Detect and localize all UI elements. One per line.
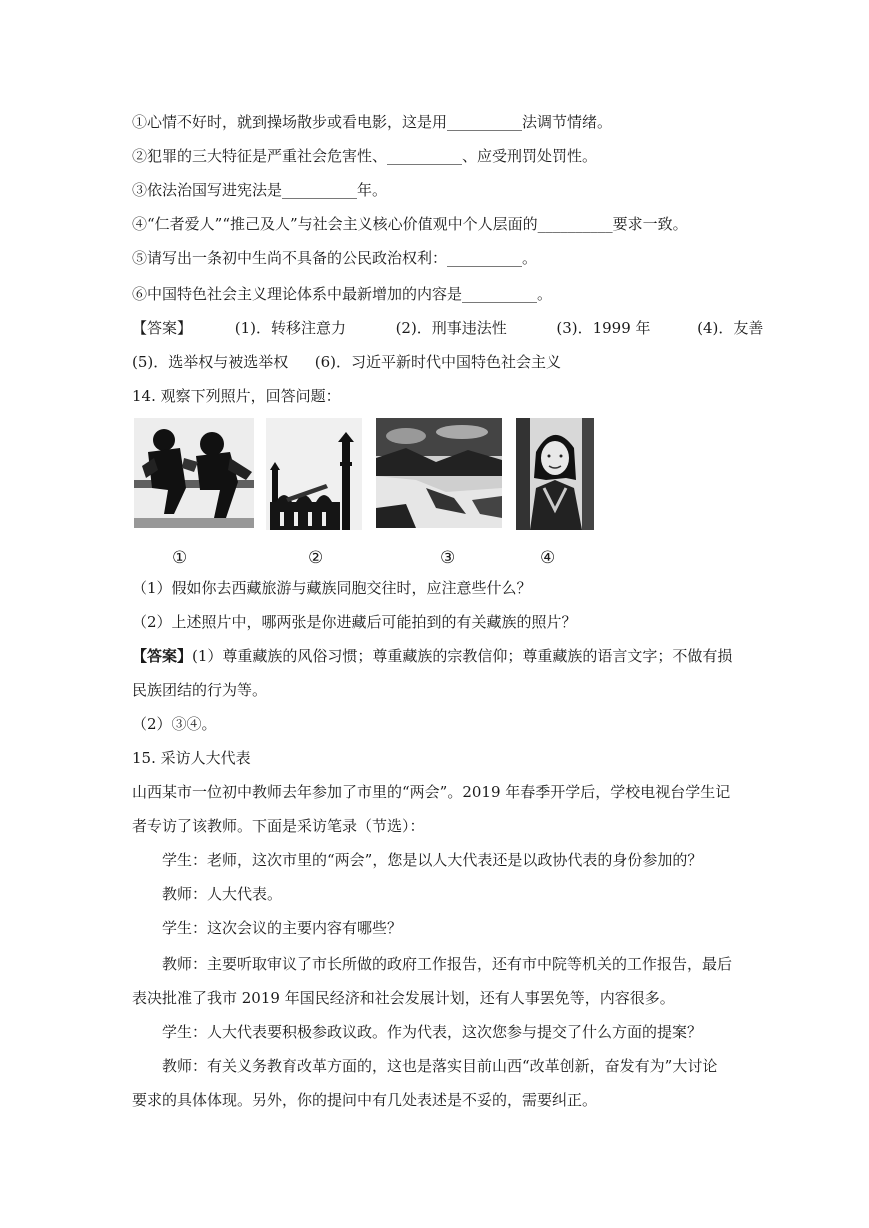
q15-intro-2: 者专访了该教师。下面是采访笔录（节选）： xyxy=(132,817,425,835)
q15-dialog-8: 要求的具体体现。另外，你的提问中有几处表述是不妥的，需要纠正。 xyxy=(132,1091,598,1109)
photo-mountains xyxy=(376,418,502,528)
q15-dialog-2: 教师：人大代表。 xyxy=(162,885,283,903)
q14-question-2: （2）上述照片中，哪两张是你进藏后可能拍到的有关藏族的照片？ xyxy=(132,613,577,631)
q13-answer-row-1 xyxy=(132,318,763,338)
answer-label: 【答案】 xyxy=(132,319,193,337)
photo-tibetan-woman xyxy=(516,418,594,530)
photo-caption-4: ④ xyxy=(540,548,556,568)
q13-answer-row-2 xyxy=(132,352,561,372)
photo-caption-3: ③ xyxy=(440,548,456,568)
q14-answer-line-3: （2）③④。 xyxy=(132,715,217,733)
q15-dialog-3: 学生：这次会议的主要内容有哪些？ xyxy=(162,919,403,937)
q15-title: 15. 采访人大代表 xyxy=(132,749,251,767)
q15-dialog-1: 学生：老师，这次市里的“两会”，您是以人大代表还是以政协代表的身份参加的？ xyxy=(162,851,703,869)
q13-answer-5: (5)．选举权与被选举权 xyxy=(132,353,289,371)
q13-item-1: ①心情不好时，就到操场散步或看电影，这是用__________法调节情绪。 xyxy=(132,113,613,131)
q14-question-1: （1）假如你去西藏旅游与藏族同胞交往时，应注意些什么？ xyxy=(132,579,532,597)
q15-dialog-7: 教师：有关义务教育改革方面的，这也是落实目前山西“改革创新，奋发有为”大讨论 xyxy=(162,1057,718,1075)
q13-answer-4: (4)．友善 xyxy=(697,319,764,337)
q13-answer-6: (6)．习近平新时代中国特色社会主义 xyxy=(314,353,562,371)
q13-item-5: ⑤请写出一条初中生尚不具备的公民政治权利：__________。 xyxy=(132,249,538,267)
q13-item-6: ⑥中国特色社会主义理论体系中最新增加的内容是__________。 xyxy=(132,285,553,303)
q14-title: 14. 观察下列照片，回答问题： xyxy=(132,387,341,405)
q13-item-2: ②犯罪的三大特征是严重社会危害性、__________、应受刑罚处罚性。 xyxy=(132,147,598,165)
q15-intro-1: 山西某市一位初中教师去年参加了市里的“两会”。2019 年春季开学后，学校电视台学生记 xyxy=(132,783,731,801)
q15-dialog-4: 教师：主要听取审议了市长所做的政府工作报告，还有市中院等机关的工作报告，最后 xyxy=(162,955,733,973)
q14-answer-text-1: (1）尊重藏族的风俗习惯；尊重藏族的宗教信仰；尊重藏族的语言文字；不做有损 xyxy=(192,647,733,665)
photo-caption-1: ① xyxy=(172,548,188,568)
q15-dialog-5: 表决批准了我市 2019 年国民经济和社会发展计划，还有人事罢免等，内容很多。 xyxy=(132,989,675,1007)
photo-caption-2: ② xyxy=(308,548,324,568)
q13-item-4: ④“仁者爱人”“推己及人”与社会主义核心价值观中个人层面的__________要求一致。 xyxy=(132,215,688,233)
q14-answer-line-1 xyxy=(132,646,732,666)
q13-answer-1: (1)．转移注意力 xyxy=(234,319,347,337)
q13-answer-3: (3)．1999 年 xyxy=(556,319,651,337)
q14-answer-line-2: 民族团结的行为等。 xyxy=(132,681,268,699)
q15-dialog-6: 学生：人大代表要积极参政议政。作为代表，这次您参与提交了什么方面的提案？ xyxy=(162,1023,703,1041)
photo-mosque xyxy=(266,418,362,530)
q13-item-3: ③依法治国写进宪法是__________年。 xyxy=(132,181,388,199)
answer-label: 【答案】 xyxy=(132,647,193,665)
q13-answer-2: (2)．刑事违法性 xyxy=(395,319,507,337)
photo-dancers xyxy=(134,418,254,528)
